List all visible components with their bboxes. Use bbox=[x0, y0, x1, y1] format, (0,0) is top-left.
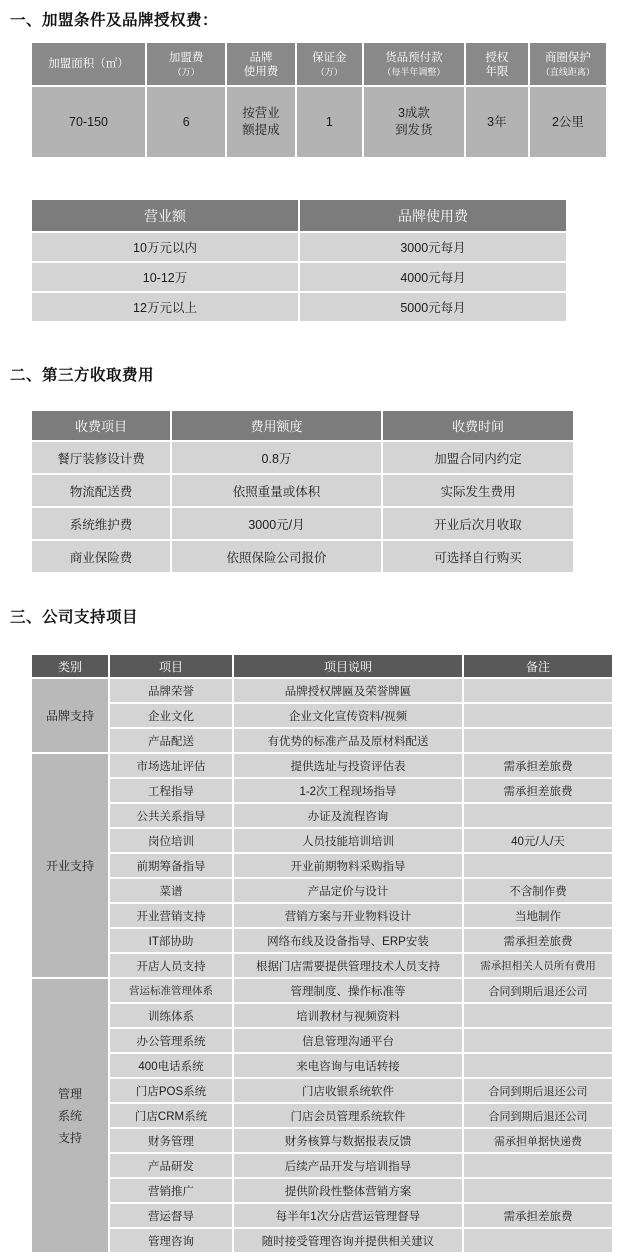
company-support-table bbox=[30, 653, 614, 1254]
section-title-1: 一、加盟条件及品牌授权费： bbox=[10, 12, 219, 29]
th-revenue: 营业额 bbox=[32, 200, 298, 231]
cell-desc: 提供阶段性整体营销方案 bbox=[234, 1179, 462, 1202]
cell-project: IT部协助 bbox=[110, 929, 232, 952]
table-row bbox=[32, 442, 573, 473]
cell-project: 产品研发 bbox=[110, 1154, 232, 1177]
cell-remark: 合同到期后退还公司 bbox=[464, 1104, 612, 1127]
cell-project: 400电话系统 bbox=[110, 1054, 232, 1077]
cell-remark: 需承担差旅费 bbox=[464, 754, 612, 777]
table-row bbox=[32, 1229, 612, 1252]
section-title-3: 三、公司支持项目 bbox=[10, 609, 139, 626]
cell-desc: 管理制度、操作标准等 bbox=[234, 979, 462, 1002]
cell-fee: 6 bbox=[147, 87, 225, 157]
cell-item: 系统维护费 bbox=[32, 508, 170, 539]
th-deposit: 保证金 （万） bbox=[297, 43, 362, 85]
cell-project: 管理咨询 bbox=[110, 1229, 232, 1252]
cell-remark bbox=[464, 729, 612, 752]
cell-remark: 40元/人/天 bbox=[464, 829, 612, 852]
th-area: 加盟面积（㎡） bbox=[32, 43, 145, 85]
cell-prepay: 3成款 到发货 bbox=[364, 87, 464, 157]
cell-remark bbox=[464, 804, 612, 827]
cell-desc: 根据门店需要提供管理技术人员支持 bbox=[234, 954, 462, 977]
table-row bbox=[32, 1079, 612, 1102]
cell-project: 办公管理系统 bbox=[110, 1029, 232, 1052]
cell-project: 训练体系 bbox=[110, 1004, 232, 1027]
cell-project: 开店人员支持 bbox=[110, 954, 232, 977]
table-row bbox=[32, 508, 573, 539]
cell-item: 餐厅装修设计费 bbox=[32, 442, 170, 473]
th-term: 授权 年限 bbox=[466, 43, 528, 85]
cell-remark: 当地制作 bbox=[464, 904, 612, 927]
franchise-conditions-table bbox=[30, 41, 608, 159]
table-row bbox=[32, 929, 612, 952]
table-row bbox=[32, 475, 573, 506]
table-row bbox=[32, 704, 612, 727]
table-header-row bbox=[32, 200, 566, 231]
th-project: 项目 bbox=[110, 655, 232, 677]
cell-project: 财务管理 bbox=[110, 1129, 232, 1152]
cell-desc: 门店收银系统软件 bbox=[234, 1079, 462, 1102]
table-row bbox=[32, 879, 612, 902]
th-brand-usage-fee: 品牌使用费 bbox=[300, 200, 566, 231]
cell-desc: 门店会员管理系统软件 bbox=[234, 1104, 462, 1127]
cell-desc: 开业前期物料采购指导 bbox=[234, 854, 462, 877]
th-category: 类别 bbox=[32, 655, 108, 677]
cell-remark: 合同到期后退还公司 bbox=[464, 1079, 612, 1102]
cell-project: 产品配送 bbox=[110, 729, 232, 752]
th-brand-fee: 品牌 使用费 bbox=[227, 43, 294, 85]
table-row bbox=[32, 233, 566, 261]
table-row bbox=[32, 829, 612, 852]
th-prepay: 货品预付款 （每半年调整） bbox=[364, 43, 464, 85]
cell-desc: 产品定价与设计 bbox=[234, 879, 462, 902]
cell-category: 管理 系统 支持 bbox=[32, 979, 108, 1252]
cell-desc: 有优势的标准产品及原材料配送 bbox=[234, 729, 462, 752]
table-row bbox=[32, 263, 566, 291]
cell-desc: 后续产品开发与培训指导 bbox=[234, 1154, 462, 1177]
th-fee: 加盟费 （万） bbox=[147, 43, 225, 85]
cell-project: 岗位培训 bbox=[110, 829, 232, 852]
cell-remark bbox=[464, 704, 612, 727]
cell-amount: 3000元/月 bbox=[172, 508, 381, 539]
revenue-brandfee-table bbox=[30, 198, 568, 323]
cell-desc: 随时接受管理咨询并提供相关建议 bbox=[234, 1229, 462, 1252]
table-row bbox=[32, 804, 612, 827]
cell-remark: 不含制作费 bbox=[464, 879, 612, 902]
table-row bbox=[32, 754, 612, 777]
th-fee-item: 收费项目 bbox=[32, 411, 170, 440]
cell-remark: 需承担单据快递费 bbox=[464, 1129, 612, 1152]
cell-project: 工程指导 bbox=[110, 779, 232, 802]
cell-item: 商业保险费 bbox=[32, 541, 170, 572]
cell-remark bbox=[464, 679, 612, 702]
table-header-row bbox=[32, 655, 612, 677]
cell-desc: 营销方案与开业物料设计 bbox=[234, 904, 462, 927]
cell-amount: 依照重量或体积 bbox=[172, 475, 381, 506]
table-row bbox=[32, 293, 566, 321]
cell-project: 品牌荣誉 bbox=[110, 679, 232, 702]
cell-remark: 需承担差旅费 bbox=[464, 779, 612, 802]
table-row bbox=[32, 1054, 612, 1077]
cell-term: 3年 bbox=[466, 87, 528, 157]
cell-revenue: 12万元以上 bbox=[32, 293, 298, 321]
cell-item: 物流配送费 bbox=[32, 475, 170, 506]
table-row bbox=[32, 541, 573, 572]
cell-remark: 合同到期后退还公司 bbox=[464, 979, 612, 1002]
cell-project: 门店POS系统 bbox=[110, 1079, 232, 1102]
table-row bbox=[32, 1204, 612, 1227]
cell-brand-fee: 按营业 额提成 bbox=[227, 87, 294, 157]
cell-deposit: 1 bbox=[297, 87, 362, 157]
cell-category: 开业支持 bbox=[32, 754, 108, 977]
cell-desc: 办证及流程咨询 bbox=[234, 804, 462, 827]
cell-category: 品牌支持 bbox=[32, 679, 108, 752]
cell-remark bbox=[464, 1054, 612, 1077]
cell-project: 营销推广 bbox=[110, 1179, 232, 1202]
cell-project: 开业营销支持 bbox=[110, 904, 232, 927]
cell-time: 可选择自行购买 bbox=[383, 541, 573, 572]
cell-remark: 需承担差旅费 bbox=[464, 929, 612, 952]
cell-project: 公共关系指导 bbox=[110, 804, 232, 827]
cell-remark bbox=[464, 1179, 612, 1202]
cell-desc: 每半年1次分店营运管理督导 bbox=[234, 1204, 462, 1227]
table-row bbox=[32, 729, 612, 752]
cell-remark: 需承担相关人员所有费用 bbox=[464, 954, 612, 977]
table-row bbox=[32, 954, 612, 977]
th-protection: 商圈保护 （直线距离） bbox=[530, 43, 606, 85]
table-row bbox=[32, 779, 612, 802]
table-row bbox=[32, 1154, 612, 1177]
cell-desc: 1-2次工程现场指导 bbox=[234, 779, 462, 802]
cell-remark: 需承担差旅费 bbox=[464, 1204, 612, 1227]
table-header-row bbox=[32, 411, 573, 440]
table-row bbox=[32, 87, 606, 157]
table-header-row bbox=[32, 43, 606, 85]
cell-desc: 提供选址与投资评估表 bbox=[234, 754, 462, 777]
th-project-desc: 项目说明 bbox=[234, 655, 462, 677]
table-row bbox=[32, 679, 612, 702]
table-row bbox=[32, 1129, 612, 1152]
cell-project: 营运标准管理体系 bbox=[110, 979, 232, 1002]
cell-desc: 网络布线及设备指导、ERP安装 bbox=[234, 929, 462, 952]
cell-revenue: 10万元以内 bbox=[32, 233, 298, 261]
table-row bbox=[32, 904, 612, 927]
cell-remark bbox=[464, 1029, 612, 1052]
cell-amount: 依照保险公司报价 bbox=[172, 541, 381, 572]
cell-project: 前期筹备指导 bbox=[110, 854, 232, 877]
cell-time: 实际发生费用 bbox=[383, 475, 573, 506]
cell-area: 70-150 bbox=[32, 87, 145, 157]
third-party-fees-table bbox=[30, 409, 575, 574]
cell-fee: 4000元每月 bbox=[300, 263, 566, 291]
table-row bbox=[32, 854, 612, 877]
table-row bbox=[32, 1004, 612, 1027]
cell-desc: 品牌授权牌匾及荣誉牌匾 bbox=[234, 679, 462, 702]
section-title-2: 二、第三方收取费用 bbox=[10, 367, 155, 384]
cell-project: 营运督导 bbox=[110, 1204, 232, 1227]
cell-desc: 来电咨询与电话转接 bbox=[234, 1054, 462, 1077]
cell-desc: 培训教材与视频资料 bbox=[234, 1004, 462, 1027]
cell-time: 开业后次月收取 bbox=[383, 508, 573, 539]
cell-project: 市场选址评估 bbox=[110, 754, 232, 777]
table-row bbox=[32, 979, 612, 1002]
cell-desc: 企业文化宣传资料/视频 bbox=[234, 704, 462, 727]
cell-remark bbox=[464, 1154, 612, 1177]
th-remark: 备注 bbox=[464, 655, 612, 677]
table-row bbox=[32, 1179, 612, 1202]
cell-project: 菜谱 bbox=[110, 879, 232, 902]
cell-project: 企业文化 bbox=[110, 704, 232, 727]
cell-remark bbox=[464, 1229, 612, 1252]
table-row bbox=[32, 1029, 612, 1052]
cell-desc: 财务核算与数据报表反馈 bbox=[234, 1129, 462, 1152]
th-fee-time: 收费时间 bbox=[383, 411, 573, 440]
cell-desc: 人员技能培训培训 bbox=[234, 829, 462, 852]
cell-project: 门店CRM系统 bbox=[110, 1104, 232, 1127]
cell-fee: 5000元每月 bbox=[300, 293, 566, 321]
th-fee-amount: 费用额度 bbox=[172, 411, 381, 440]
cell-amount: 0.8万 bbox=[172, 442, 381, 473]
cell-protection: 2公里 bbox=[530, 87, 606, 157]
cell-remark bbox=[464, 1004, 612, 1027]
cell-revenue: 10-12万 bbox=[32, 263, 298, 291]
table-row bbox=[32, 1104, 612, 1127]
cell-remark bbox=[464, 854, 612, 877]
cell-time: 加盟合同内约定 bbox=[383, 442, 573, 473]
cell-desc: 信息管理沟通平台 bbox=[234, 1029, 462, 1052]
cell-fee: 3000元每月 bbox=[300, 233, 566, 261]
